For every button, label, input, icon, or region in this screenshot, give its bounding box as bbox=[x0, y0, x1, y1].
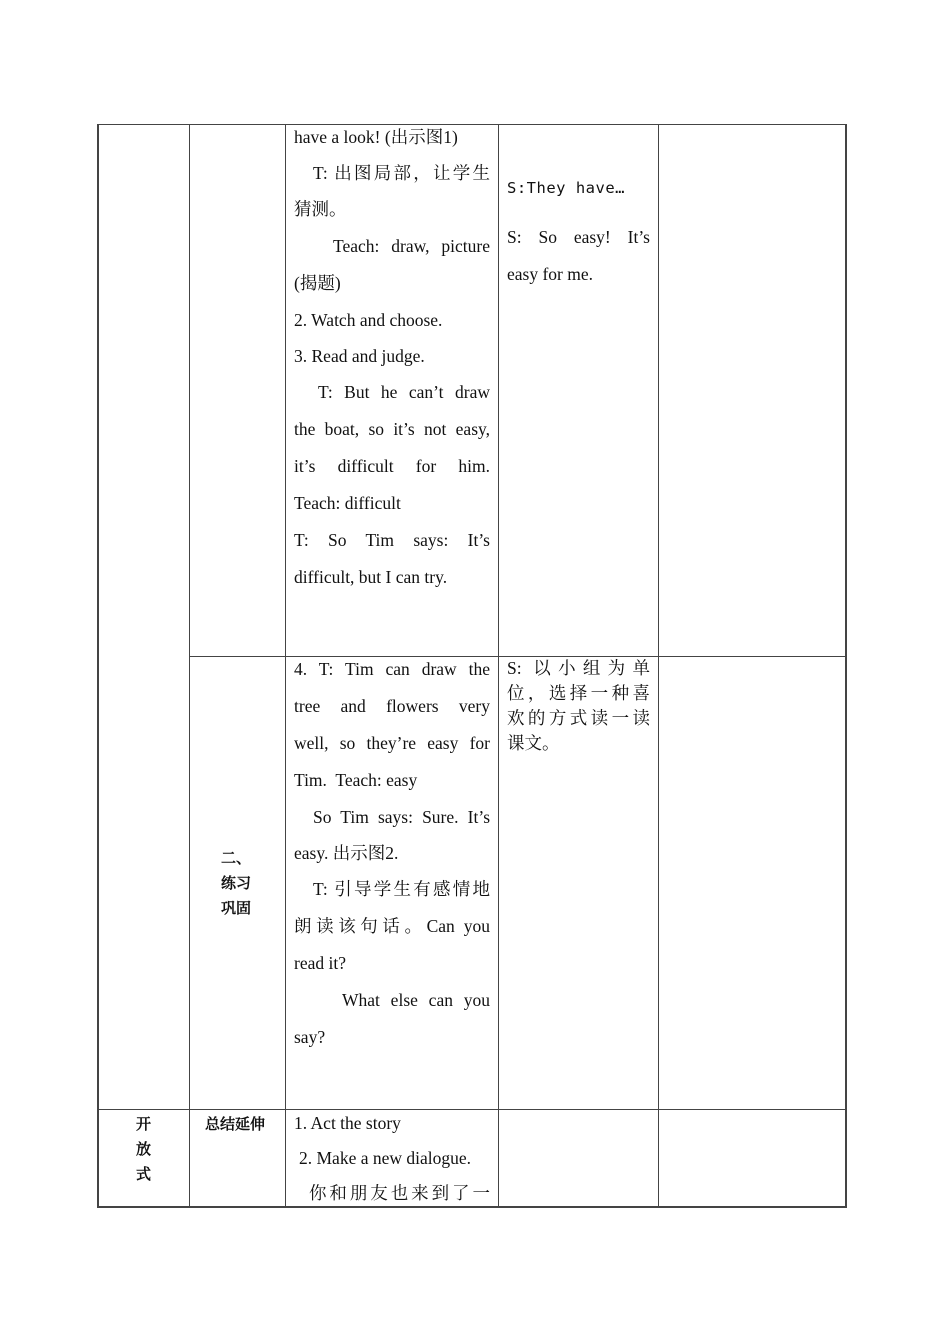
content-line: T: 出图局部，让学生 bbox=[313, 163, 490, 183]
content-line: T: 引导学生有感情地 bbox=[313, 879, 490, 899]
content-line: easy. 出示图2. bbox=[294, 843, 399, 863]
content-line: 3. Read and judge. bbox=[294, 346, 425, 366]
table-left-border bbox=[97, 124, 99, 1208]
student-line: S: So easy! It’s bbox=[507, 227, 650, 247]
col-divider-4 bbox=[658, 124, 659, 1208]
content-line: 2. Make a new dialogue. bbox=[299, 1148, 472, 1168]
content-line: difficult, but I can try. bbox=[294, 567, 448, 587]
stage-label: 巩固 bbox=[221, 899, 252, 917]
table-right-border bbox=[845, 124, 847, 1208]
content-line: T: But he can’t draw bbox=[318, 382, 490, 402]
content-line: (揭题) bbox=[294, 273, 341, 293]
stage-label: 练习 bbox=[221, 874, 252, 892]
student-line: S: 以小组为单 bbox=[507, 658, 650, 678]
stage-label: 总结延伸 bbox=[205, 1115, 266, 1133]
content-line: it’s difficult for him. bbox=[294, 456, 490, 476]
content-line: say? bbox=[294, 1027, 326, 1047]
content-line: What else can you bbox=[342, 990, 490, 1010]
row1-content-cell bbox=[294, 119, 490, 596]
content-line: So Tim says: Sure. It’s bbox=[313, 807, 490, 827]
student-line: easy for me. bbox=[507, 264, 594, 284]
content-line: 朗读该句话。Can you bbox=[294, 916, 490, 936]
row2-student-cell bbox=[507, 656, 650, 756]
col-divider-2 bbox=[285, 124, 286, 1208]
content-line: 猜测。 bbox=[294, 199, 347, 219]
content-line: 4. T: Tim can draw the bbox=[294, 659, 490, 679]
row1-student-cell bbox=[507, 174, 650, 202]
content-line: Teach: draw, picture bbox=[333, 236, 490, 256]
row3-stage-cell bbox=[205, 1112, 281, 1137]
col-divider-3 bbox=[498, 124, 499, 1208]
content-line: have a look! (出示图1) bbox=[294, 127, 458, 147]
col1-label: 式 bbox=[136, 1165, 152, 1183]
row3-content-cell bbox=[294, 1106, 490, 1211]
col-divider-1 bbox=[189, 124, 190, 1208]
content-line: read it? bbox=[294, 953, 346, 973]
content-line: well, so they’re easy for bbox=[294, 733, 490, 753]
content-line: Teach: difficult bbox=[294, 493, 401, 513]
student-line: 课文。 bbox=[507, 733, 560, 753]
row3-col1-cell bbox=[136, 1112, 156, 1187]
student-line: S:They have… bbox=[507, 179, 625, 197]
content-line: Tim. Teach: easy bbox=[294, 770, 418, 790]
row2-stage-cell bbox=[221, 846, 281, 921]
content-line: T: So Tim says: It’s bbox=[294, 530, 490, 550]
col1-label: 放 bbox=[136, 1140, 152, 1158]
col1-label: 开 bbox=[136, 1115, 152, 1133]
content-line: tree and flowers very bbox=[294, 696, 490, 716]
stage-label: 二、 bbox=[221, 849, 252, 867]
content-line: the boat, so it’s not easy, bbox=[294, 419, 490, 439]
row1-student-cell-2 bbox=[507, 219, 650, 293]
student-line: 位，选择一种喜 bbox=[507, 683, 650, 703]
content-line: 1. Act the story bbox=[294, 1113, 401, 1133]
row2-content-cell bbox=[294, 651, 490, 1056]
student-line: 欢的方式读一读 bbox=[507, 708, 650, 728]
content-line: 你和朋友也来到了一 bbox=[309, 1183, 490, 1203]
content-line: 2. Watch and choose. bbox=[294, 310, 443, 330]
